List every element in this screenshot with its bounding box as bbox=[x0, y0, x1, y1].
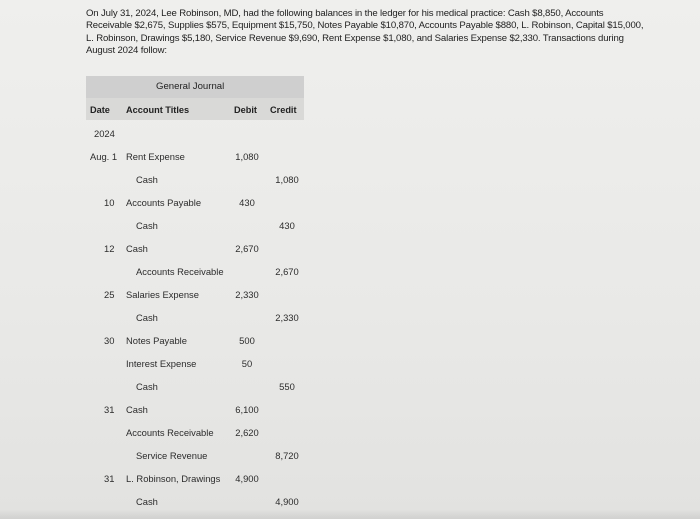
credit-amount: 8,720 bbox=[275, 450, 299, 461]
journal-row bbox=[86, 358, 304, 372]
journal-row bbox=[86, 312, 304, 326]
debit-amount: 50 bbox=[241, 358, 253, 369]
account-title: L. Robinson, Drawings bbox=[126, 473, 221, 484]
journal-title: General Journal bbox=[156, 81, 225, 92]
account-title: Cash bbox=[136, 174, 158, 185]
debit-amount: 2,670 bbox=[235, 243, 259, 254]
credit-amount: 2,670 bbox=[275, 266, 299, 277]
account-title: Rent Expense bbox=[126, 151, 185, 162]
entry-date: 25 bbox=[104, 289, 115, 300]
journal-row bbox=[86, 197, 304, 211]
credit-amount: 550 bbox=[279, 381, 295, 392]
credit-column-header: Credit bbox=[270, 105, 297, 115]
debit-amount: 500 bbox=[239, 335, 255, 346]
entry-date: 31 bbox=[104, 473, 115, 484]
debit-amount: 6,100 bbox=[235, 404, 259, 415]
account-title: Salaries Expense bbox=[126, 289, 199, 300]
debit-amount: 1,080 bbox=[235, 151, 259, 162]
account-title: Accounts Receivable bbox=[126, 427, 214, 438]
entry-date: 31 bbox=[104, 404, 115, 415]
debit-amount: 2,620 bbox=[235, 427, 259, 438]
problem-statement: On July 31, 2024, Lee Robinson, MD, had the following balances in the ledger for his medical practice: Cash $8,850, Accounts Receivable $2,675, Supplies $575, Equipment $15,750, Notes Payable $10,870, Accounts Payable $880, L. Robinson, Capital $15,000, L. Robinson, Drawings $5,180, Service Revenue $9,690, Rent Expense $1,080, and Salaries Expense $2,330. Transactions during August 2024 follow: bbox=[86, 8, 644, 57]
account-title: Interest Expense bbox=[126, 358, 197, 369]
entry-date: 30 bbox=[104, 335, 115, 346]
journal-row bbox=[86, 473, 304, 487]
journal-row bbox=[86, 266, 304, 280]
journal-row bbox=[86, 220, 304, 234]
account-title: Cash bbox=[136, 381, 158, 392]
journal-row bbox=[86, 496, 304, 510]
journal-row bbox=[86, 427, 304, 441]
journal-row bbox=[86, 404, 304, 418]
account-title: Accounts Payable bbox=[126, 197, 202, 208]
journal-row bbox=[86, 289, 304, 303]
journal-row bbox=[86, 381, 304, 395]
page-shadow bbox=[0, 509, 700, 519]
entry-date: 10 bbox=[104, 197, 115, 208]
account-column-header: Account Titles bbox=[126, 105, 190, 115]
year-row bbox=[86, 128, 304, 142]
account-title: Cash bbox=[126, 243, 148, 254]
entry-date: Aug. 1 bbox=[90, 151, 118, 162]
journal-row bbox=[86, 243, 304, 257]
entry-date: 12 bbox=[104, 243, 115, 254]
account-title: Cash bbox=[136, 496, 158, 507]
account-title: Service Revenue bbox=[136, 450, 208, 461]
journal-row bbox=[86, 151, 304, 165]
journal-row bbox=[86, 450, 304, 464]
account-title: Notes Payable bbox=[126, 335, 187, 346]
credit-amount: 4,900 bbox=[275, 496, 299, 507]
account-title: Accounts Receivable bbox=[136, 266, 224, 277]
date-column-header: Date bbox=[90, 105, 110, 115]
debit-amount: 4,900 bbox=[235, 473, 259, 484]
debit-column-header: Debit bbox=[234, 105, 257, 115]
credit-amount: 430 bbox=[279, 220, 295, 231]
account-title: Cash bbox=[126, 404, 148, 415]
debit-amount: 430 bbox=[239, 197, 255, 208]
year-label: 2024 bbox=[94, 128, 115, 139]
account-title: Cash bbox=[136, 220, 158, 231]
journal-row bbox=[86, 335, 304, 349]
debit-amount: 2,330 bbox=[235, 289, 259, 300]
credit-amount: 1,080 bbox=[275, 174, 299, 185]
credit-amount: 2,330 bbox=[275, 312, 299, 323]
journal-row bbox=[86, 174, 304, 188]
account-title: Cash bbox=[136, 312, 158, 323]
